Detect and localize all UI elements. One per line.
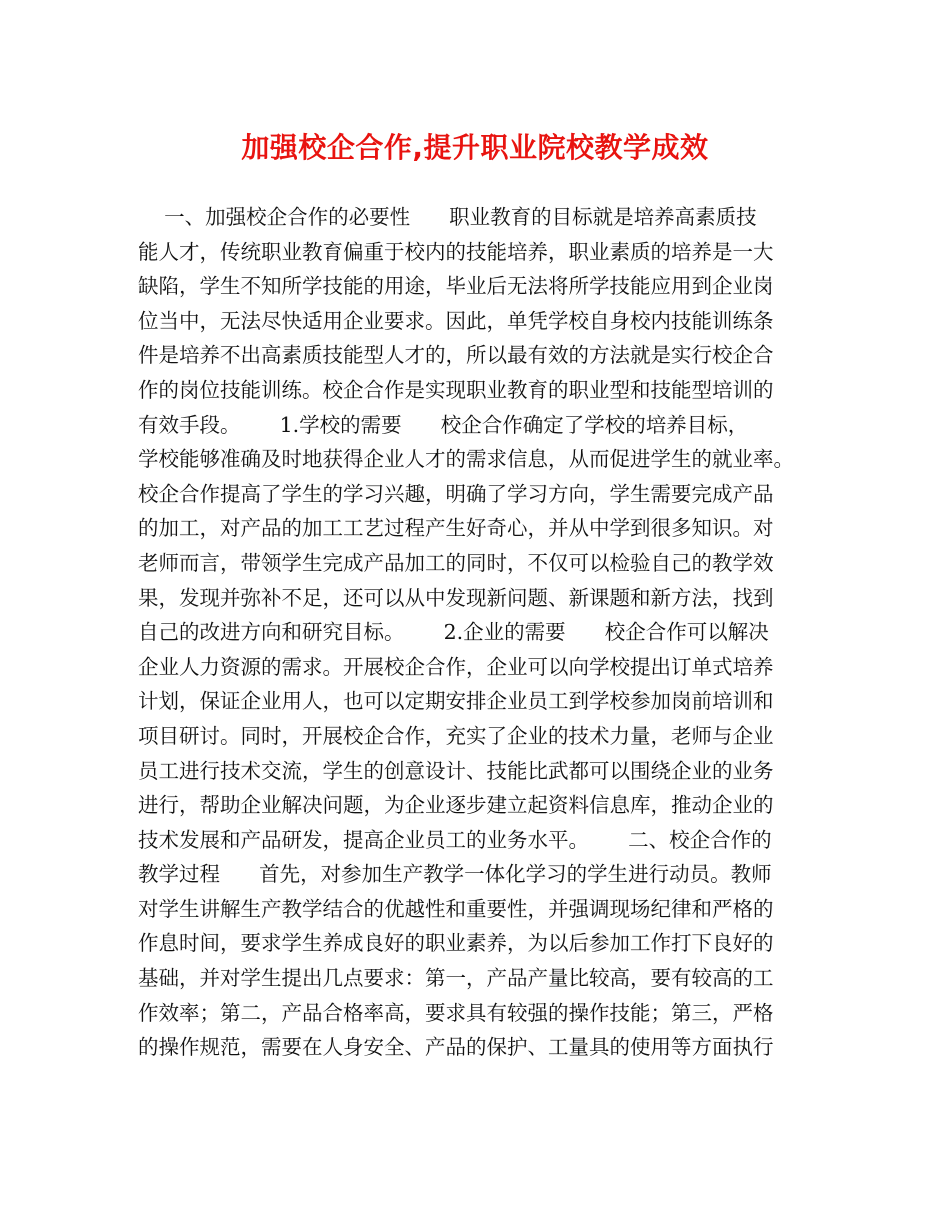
body-line: 计划，保证企业用人，也可以定期安排企业员工到学校参加岗前培训和 [138,689,774,714]
body-line: 项目研讨。同时，开展校企合作，充实了企业的技术力量，老师与企业 [138,723,774,748]
body-line: 老师而言，带领学生完成产品加工的同时，不仅可以检验自己的教学效 [138,550,774,575]
body-line: 作息时间，要求学生养成良好的职业素养，为以后参加工作打下良好的 [138,931,774,956]
body-line: 企业人力资源的需求。开展校企合作，企业可以向学校提出订单式培养 [138,654,774,679]
body-line: 自己的改进方向和研究目标。 2.企业的需要 校企合作可以解决 [138,620,769,645]
body-line: 有效手段。 1.学校的需要 校企合作确定了学校的培养目标， [138,412,749,437]
body-line: 作的岗位技能训练。校企合作是实现职业教育的职业型和技能型培训的 [138,377,774,402]
body-line: 教学过程 首先，对参加生产教学一体化学习的学生进行动员。教师 [138,862,772,887]
body-line: 基础，并对学生提出几点要求：第一，产品产量比较高，要有较高的工 [138,966,774,991]
body-line: 技术发展和产品研发，提高企业员工的业务水平。 二、校企合作的 [138,827,772,852]
body-line: 员工进行技术交流，学生的创意设计、技能比武都可以围绕企业的业务 [138,758,774,783]
body-line: 一、加强校企合作的必要性 职业教育的目标就是培养高素质技 [138,205,757,229]
body-line: 能人才，传统职业教育偏重于校内的技能培养，职业素质的培养是一大 [138,239,774,264]
document-body [138,200,818,1065]
body-line: 进行，帮助企业解决问题，为企业逐步建立起资料信息库，推动企业的 [138,793,774,818]
body-line: 位当中，无法尽快适用企业要求。因此，单凭学校自身校内技能训练条 [138,308,774,333]
body-line: 校企合作提高了学生的学习兴趣，明确了学习方向，学生需要完成产品 [138,481,774,506]
body-line: 果，发现并弥补不足，还可以从中发现新问题、新课题和新方法，找到 [138,585,774,610]
body-line: 学校能够准确及时地获得企业人才的需求信息，从而促进学生的就业率。 [138,447,794,472]
body-line: 的操作规范，需要在人身安全、产品的保护、工量具的使用等方面执行 [138,1035,774,1060]
body-line: 的加工，对产品的加工工艺过程产生好奇心，并从中学到很多知识。对 [138,516,774,541]
body-line: 件是培养不出高素质技能型人才的，所以最有效的方法就是实行校企合 [138,343,774,368]
body-line: 对学生讲解生产教学结合的优越性和重要性，并强调现场纪律和严格的 [138,896,774,921]
body-line: 作效率；第二，产品合格率高，要求具有较强的操作技能；第三，严格 [138,1000,774,1025]
body-line: 缺陷，学生不知所学技能的用途，毕业后无法将所学技能应用到企业岗 [138,274,774,299]
document-title: 加强校企合作,提升职业院校教学成效 [241,131,709,164]
